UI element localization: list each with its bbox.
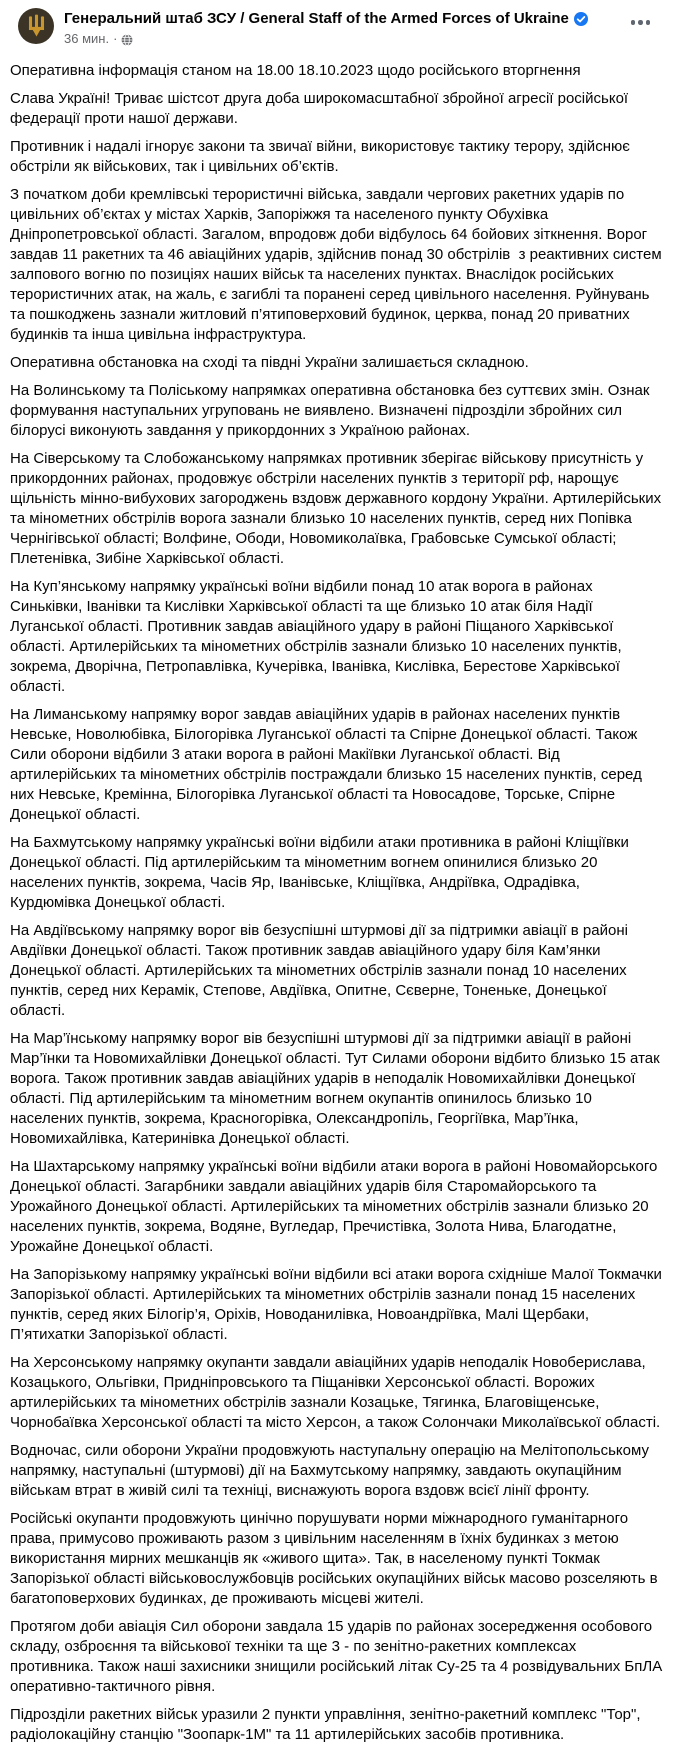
author-row bbox=[64, 9, 588, 28]
post-paragraph: Оперативна інформація станом на 18.00 18.10.2023 щодо російського вторгнення bbox=[10, 62, 581, 79]
post-body bbox=[0, 47, 674, 1745]
post-paragraph: На Авдіївському напрямку ворог вів безуспішні штурмові дії за підтримки авіації в районі Авдіївки Донецької області. Також противник завдав авіаційного удару біля Кам’янки Донецької області. Артилерійських та мінометних обстрілів зазнали понад 10 населених пунктів, серед них Керамік, Степове, Авдіївка, Опитне, Сєверне, Тоненьке, Донецької області. bbox=[10, 922, 633, 1019]
more-options-icon bbox=[646, 20, 651, 25]
post-paragraph: Оперативна обстановка на сході та півдні України залишається складною. bbox=[10, 354, 529, 371]
post-paragraph: На Шахтарському напрямку українські воїни відбили атаки ворога в районі Новомайорського Донецької області. Загарбники завдали авіаційних ударів біля Старомайорського та Урожайного Донецької області. Артилерійських та мінометних обстрілів зазнали близько 20 населених пунктів, зокрема, Водяне, Вугледар, Пречистівка, Золота Нива, Благодатне, Урожайне Донецької області. bbox=[10, 1158, 662, 1255]
post-timestamp[interactable]: 36 мин. bbox=[64, 31, 110, 46]
post-header bbox=[0, 0, 674, 47]
post-paragraph: Російські окупанти продовжують цинічно порушувати норми міжнародного гуманітарного права, примусово проживають разом з цивільним населенням в їхніх будинках з метою використання мирних мешканців як «живого щита». Так, в населеному пункті Токмак Запорізької області військовослужбовців російських окупаційних військ масово розселяють в багатоповерхових будинках, де проживають місцеві жителі. bbox=[10, 1510, 662, 1607]
trident-icon bbox=[26, 14, 47, 38]
post-paragraph: На Запорізькому напрямку українські воїни відбили всі атаки ворога східніше Малої Токмачки Запорізької області. Артилерійських та мінометних обстрілів зазнали понад 15 населених пунктів, серед яких Білогір’я, Оріхів, Новоданилівка, Новоандріївка, Малі Щербаки, П’ятихатки Запорізької області. bbox=[10, 1266, 667, 1343]
post-paragraph: Слава Україні! Триває шістсот друга доба широкомасштабної збройної агресії російської федерації проти нашої держави. bbox=[10, 90, 633, 127]
more-options-icon bbox=[631, 20, 636, 25]
post-paragraph: З початком доби кремлівські терористичні війська, завдали чергових ракетних ударів по цивільних об’єктах у містах Харків, Запоріжжя та населеного пункту Обухівка Дніпропетровської області. Загалом, впродовж доби відбулось 64 бойових зіткнення. Ворог завдав 11 ракетних та 46 авіаційних ударів, здійснив понад 30 обстрілів з реактивних систем залпового вогню по позиціях наших військ та населених пунктах. Внаслідок російських терористичних атак, на жаль, є загиблі та поранені серед цивільного населення. Руйнувань та пошкоджень зазнали житловий п’ятиповерховий будинок, церква, понад 20 приватних будинків та інша цивільна інфраструктура. bbox=[10, 186, 666, 343]
post-paragraph: На Лиманському напрямку ворог завдав авіаційних ударів в районах населених пунктів Невське, Новолюбівка, Білогорівка Луганської області та Спірне Донецької області. Також Сили оборони відбили 3 атаки ворога в районі Макіївки Луганської області. Від артилерійських та мінометних обстрілів постраждали близько 15 населених пунктів, серед них Невське, Кремінна, Білогорівка Луганської області та Новосадове, Торське, Спірне Донецької області. bbox=[10, 706, 646, 823]
globe-icon bbox=[121, 34, 133, 46]
post-paragraph: Протягом доби авіація Сил оборони завдала 15 ударів по районах зосередження особового складу, озброєння та військової техніки та ще 3 - по зенітно-ракетних комплексах противника. Також наші захисники знищили російський літак Су-25 та 4 розвідувальних БпЛА оперативно-тактичного рівня. bbox=[10, 1618, 667, 1695]
post-paragraph: На Мар’їнському напрямку ворог вів безуспішні штурмові дії за підтримки авіації в районі Мар’їнки та Новомихайлівки Донецької області. Тут Силами оборони відбито близько 15 атак ворога. Також противник завдав авіаційних ударів в неподалік Новомихайлівки Донецької області. Під артилерійським та мінометним вогнем окупантів опинилось близько 10 населених пунктів, зокрема, Красногорівка, Олександропіль, Георгіївка, Мар’їнка, Новомихайлівка, Катеринівка Донецької області. bbox=[10, 1030, 664, 1147]
post-meta-row bbox=[64, 31, 588, 47]
post-paragraph: На Волинському та Поліському напрямках оперативна обстановка без суттєвих змін. Ознак формування наступальних угруповань не виявлено. Визначені підрозділи збройних сил білорусі виконують завдання у прикордонних з Україною районах. bbox=[10, 382, 654, 439]
post-paragraph: На Херсонському напрямку окупанти завдали авіаційних ударів неподалік Новоберислава, Козацького, Ольгівки, Придніпровського та Піщанівки Херсонської області. Ворожих артилерійських та мінометних обстрілів зазнали Козацьке, Тягинка, Благовіщенське, Чорнобаївка Херсонської області та місто Херсон, а також Солончаки Миколаївської області. bbox=[10, 1354, 661, 1431]
verified-badge-icon bbox=[574, 12, 588, 26]
post-paragraph: На Куп’янському напрямку українські воїни відбили понад 10 атак ворога в районах Синьківки, Іванівки та Кислівки Харківської області та ще близько 10 атак біля Надії Луганської області. Противник завдав авіаційного удару в районі Піщаного Харківської області. Артилерійських та мінометних обстрілів зазнали близько 10 населених пунктів, зокрема, Дворічна, Петропавлівка, Кучерівка, Іванівка, Кислівка, Берестове Харківської області. bbox=[10, 578, 626, 695]
post-paragraph: Водночас, сили оборони України продовжують наступальну операцію на Мелітопольському напрямку, наступальні (штурмові) дії на Бахмутському напрямку, завдають окупаційним військам втрат в живій силі та техніці, виснажують ворога вздовж всієї лінії фронту. bbox=[10, 1442, 654, 1499]
post-header-text bbox=[64, 8, 588, 47]
post-paragraph: На Бахмутському напрямку українські воїни відбили атаки противника в районі Кліщіївки Донецької області. Під артилерійським та мінометним вогнем опинилися близько 20 населених пунктів, зокрема, Часів Яр, Іванівське, Кліщіївка, Андріївка, Одрадівка, Курдюмівка Донецької області. bbox=[10, 834, 634, 911]
meta-separator: · bbox=[113, 31, 118, 46]
more-options-icon bbox=[638, 20, 643, 25]
post-paragraph: Противник і надалі ігнорує закони та звичаї війни, використовує тактику терору, здійснює обстріли як військових, так і цивільних об’єктів. bbox=[10, 138, 635, 175]
post-paragraph: На Сіверському та Слобожанському напрямках противник зберігає військову присутність у прикордонних районах, продовжує обстріли населених пунктів з території рф, нарощує щільність мінно-вибухових загороджень вздовж державного кордону України. Артилерійських та мінометних обстрілів ворога зазнали близько 10 населених пунктів, серед них Попівка Чернігівської області; Волфине, Ободи, Новомиколаївка, Грабовське Сумської області; Плетенівка, Зибіне Харківської області. bbox=[10, 450, 666, 567]
more-options-button[interactable] bbox=[627, 16, 655, 29]
post-paragraph: Підрозділи ракетних військ уразили 2 пункти управління, зенітно-ракетний комплекс "Тор", радіолокаційну станцію "Зоопарк-1М" та 11 артилерійських засобів противника. bbox=[10, 1706, 645, 1743]
page-name[interactable]: Генеральний штаб ЗСУ / General Staff of the Armed Forces of Ukraine bbox=[64, 10, 569, 27]
avatar[interactable] bbox=[18, 8, 54, 44]
